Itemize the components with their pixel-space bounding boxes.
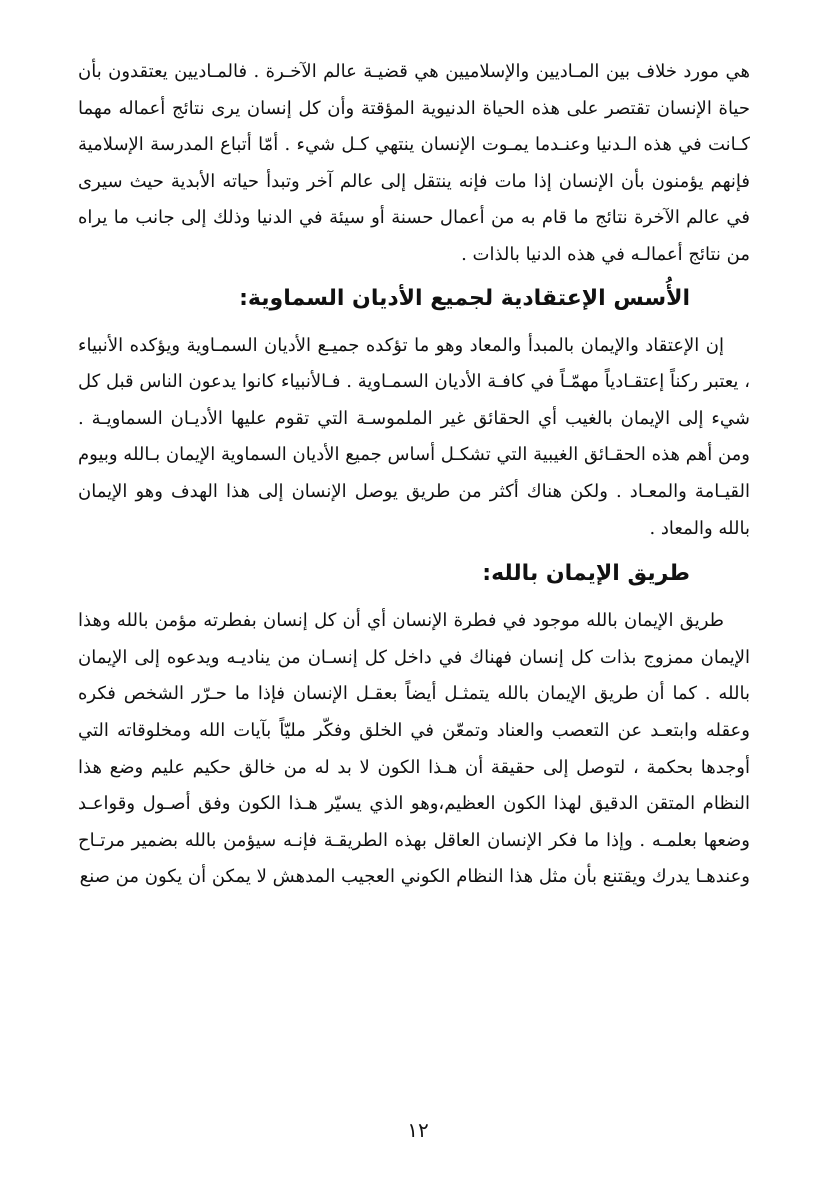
page-number: ١٢	[407, 1118, 429, 1142]
paragraph-path-to-faith: طريق الإيمان بالله موجود في فطرة الإنسان أي أن كل إنسان بفطرته مؤمن بالله وهذا الإيمان ممزوج بذات كل إنسان فهناك في داخل كل إنسـان من يناديـه ويدعوه إلى الإيمان بالله . كما أن طريق الإيمان بالله يتمثـل أيضاً بعقـل الإنسان فإذا ما حـرّر الشخص فكره وعقله وابتعـد عن التعصب والعناد وتمعّن في الخلق وفكّر مليّاً بآيات الله ومخلوقاته التي أوجدها بحكمة ، لتوصل إلى حقيقة أن هـذا الكون لا بد له من خالق حكيم عليم وضع هذا النظام المتقن الدقيق لهذا الكون العظيم،وهو الذي يسيّر هـذا الكون وفق أصـول وقواعـد وضعها بعلمـه . وإذا ما فكر الإنسان العاقل بهذه الطريقـة فإنـه سيؤمن بالله بضمير مرتـاح وعندهـا يدرك ويقتنع بأن مثل هذا النظام الكوني العجيب المدهش لا يمكن أن يكون من صنع	[78, 610, 750, 888]
paragraph-foundations: إن الإعتقاد والإيمان بالمبدأ والمعاد وهو ما تؤكده جميـع الأديان السمـاوية ويؤكده الأنبياء ، يعتبر ركناً إعتقـادياً مهمّـاً في كافـة الأديان السمـاوية . فـالأنبياء كانوا يدعون الناس قبل كل شيء إلى الإيمان بالغيب أي الحقائق غير الملموسـة التي تقوم عليها الأديـان السماويـة . ومن أهم هذه الحقـائق الغيبية التي تشكـل أساس جميع الأديان السماوية الإيمان بـالله وبيوم القيـامة والمعـاد . ولكن هناك أكثر من طريق يوصل الإنسان إلى هذا الهدف وهو الإيمان بالله والمعاد .	[78, 334, 750, 539]
document-page	[78, 54, 750, 896]
section-heading-foundations: الأُسس الإعتقادية لجميع الأديان السماوية:	[239, 285, 690, 311]
section-heading-path-to-faith: طريق الإيمان بالله:	[482, 561, 690, 587]
paragraph-intro: هي مورد خلاف بين المـاديين والإسلاميين هي قضيـة عالم الآخـرة . فالمـاديين يعتقدون بأن حياة الإنسان تقتصر على هذه الحياة الدنيوية المؤقتة وأن كل إنسان يرى نتائج أعماله مهما كـانت في هذه الـدنيا وعنـدما يمـوت الإنسان ينتهي كـل شيء . أمّا أتباع المدرسة الإسلامية فإنهم يؤمنون بأن الإنسان إذا مات فإنه ينتقل إلى عالم آخر وتبدأ حياته الأبدية حيث سيرى في عالم الآخرة نتائج ما قام به من أعمال حسنة أو سيئة في الدنيا وذلك إلى جانب ما يراه من نتائج أعمالـه في هذه الدنيا بالذات .	[78, 61, 750, 265]
